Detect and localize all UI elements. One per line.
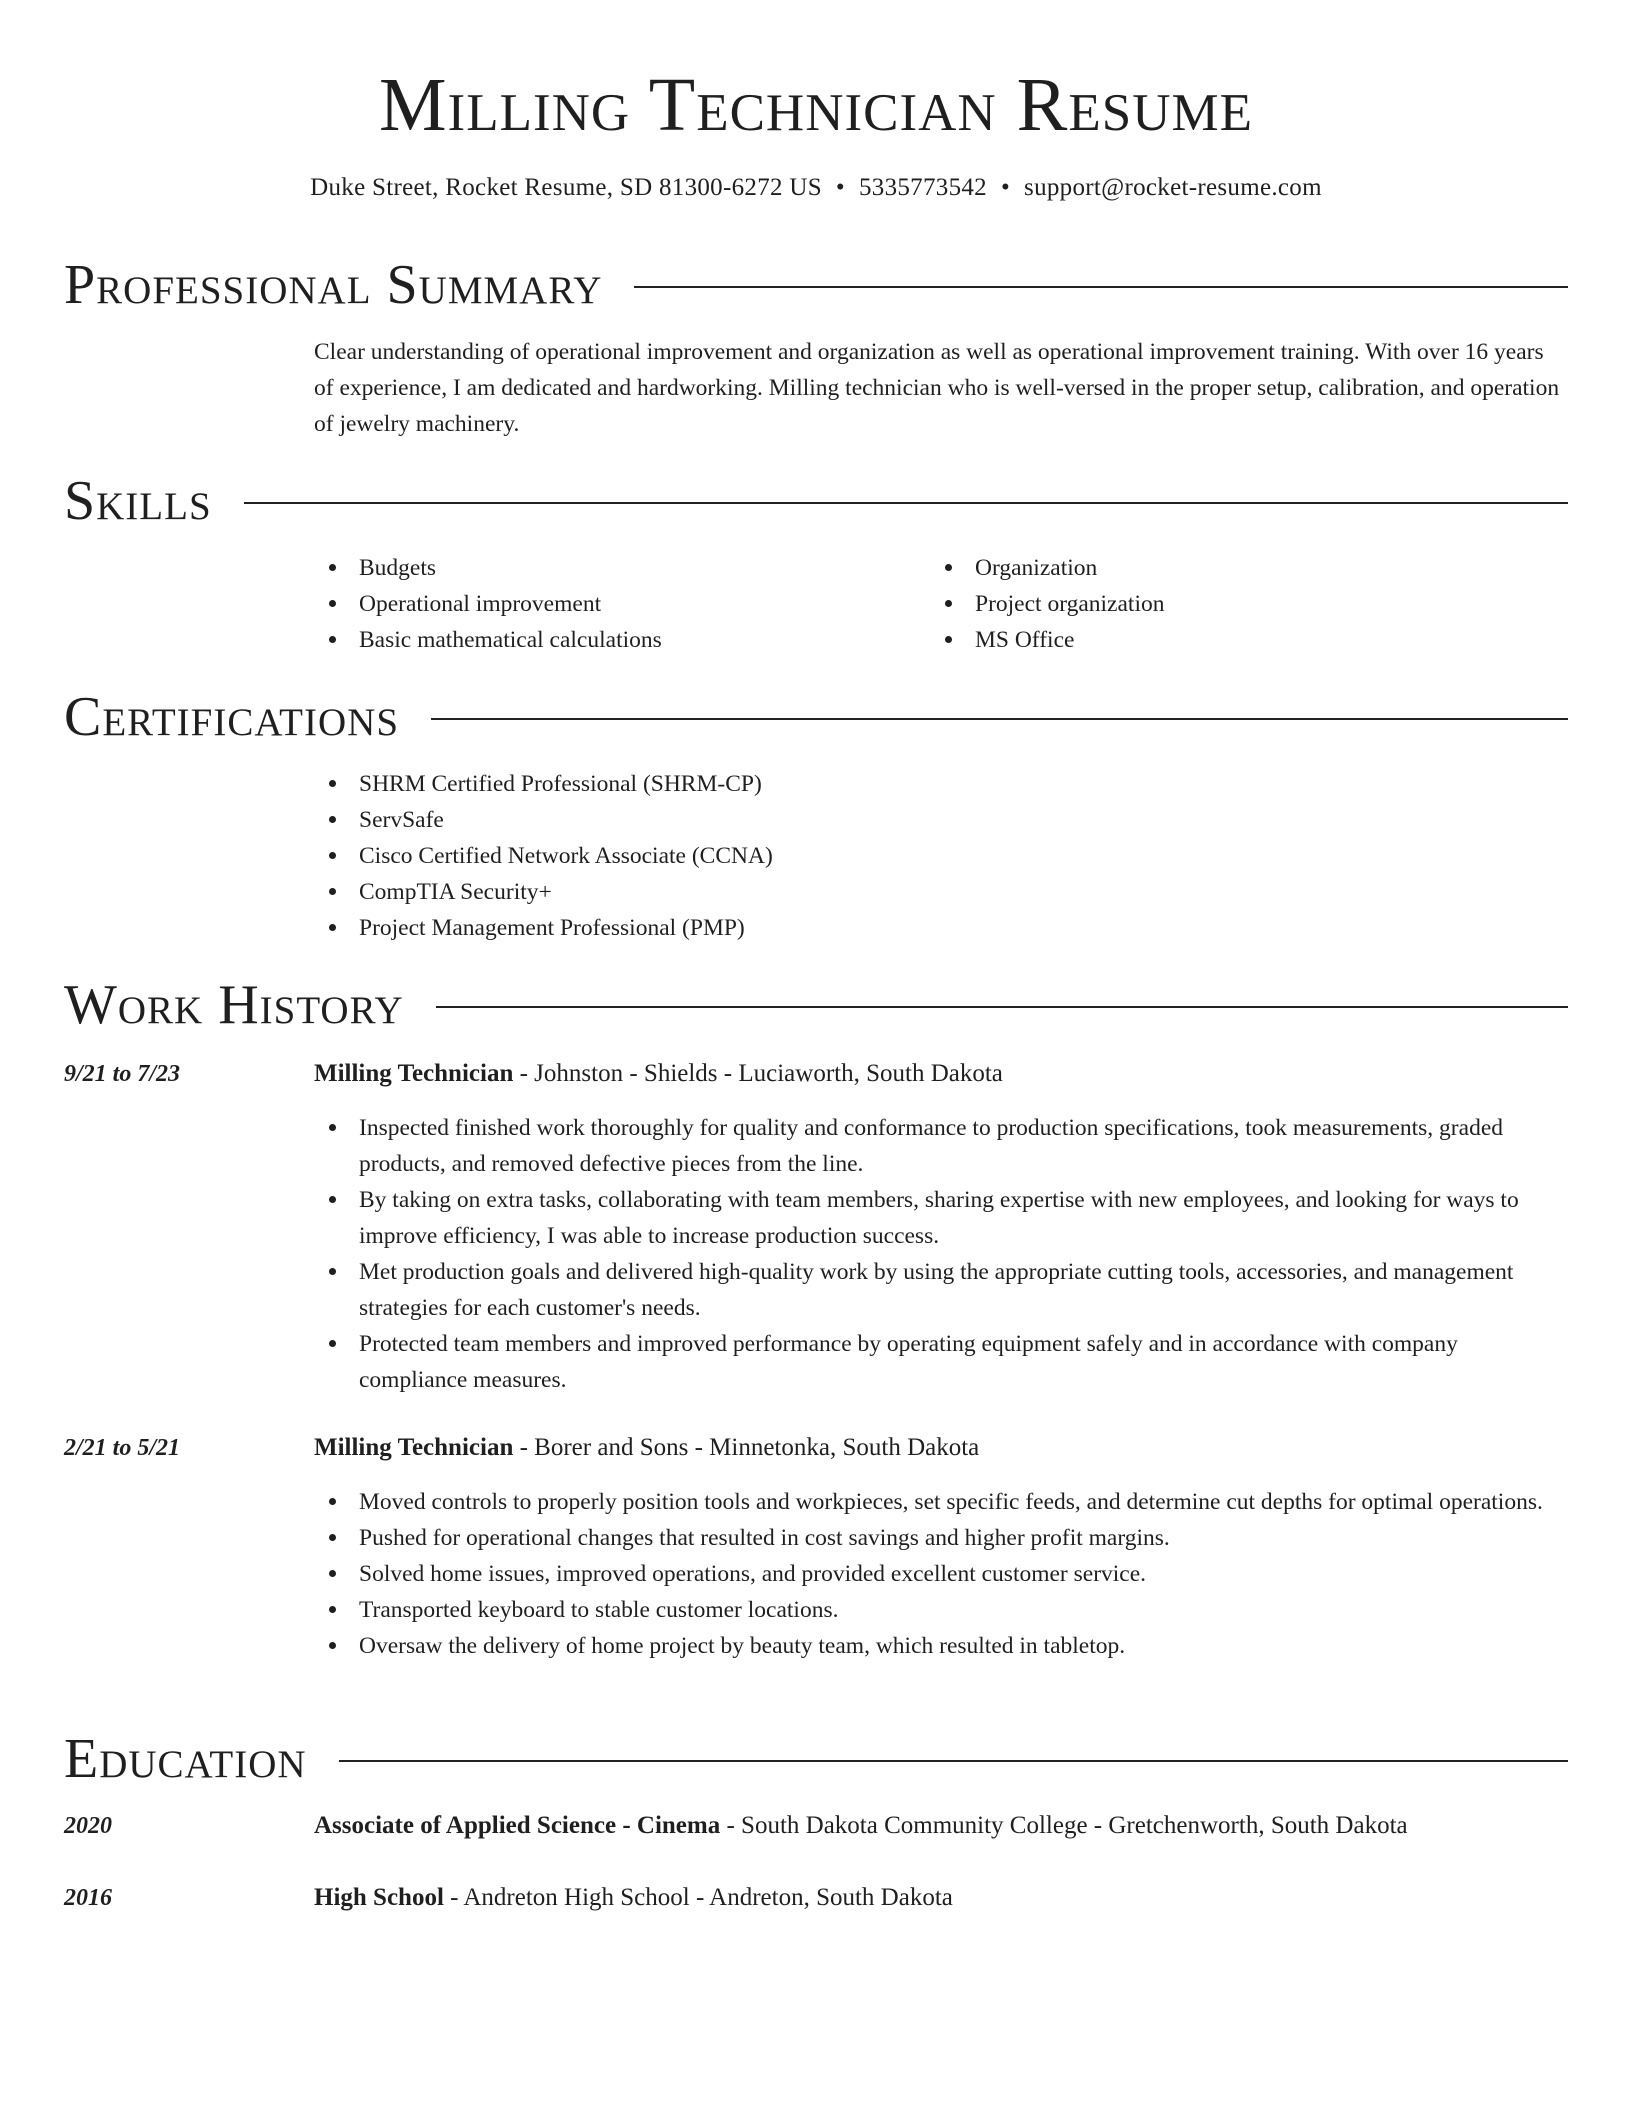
job-bullet: Inspected finished work thoroughly for quality and conformance to production specifications, took measurements, graded products, and removed defective pieces from the line. bbox=[314, 1110, 1568, 1182]
skills-list bbox=[314, 550, 1568, 658]
education-entry bbox=[314, 1880, 1568, 1916]
education-year: 2016 bbox=[64, 1885, 112, 1911]
education-year: 2020 bbox=[64, 1813, 112, 1839]
job-bullet: Moved controls to properly position tools and workpieces, set specific feeds, and determine cut depths for optimal operations. bbox=[314, 1484, 1568, 1520]
job-heading bbox=[314, 1056, 1568, 1092]
contact-email: support@rocket-resume.com bbox=[1024, 174, 1322, 201]
contact-separator: • bbox=[835, 174, 845, 201]
job-bullet: Transported keyboard to stable customer locations. bbox=[314, 1592, 1568, 1628]
certifications-heading: Certifications bbox=[64, 686, 400, 748]
job-bullet: Protected team members and improved performance by operating equipment safely and in accordance with company compliance measures. bbox=[314, 1326, 1568, 1398]
section-divider bbox=[436, 1006, 1568, 1008]
summary-text: Clear understanding of operational improvement and organization as well as operational improvement training. With over 16 years of experience, I am dedicated and hardworking. Milling technician who is well-versed in the proper setup, calibration, and operation of jewelry machinery. bbox=[314, 339, 1560, 437]
skill-item: Operational improvement bbox=[314, 586, 930, 622]
job-dates: 9/21 to 7/23 bbox=[64, 1061, 181, 1087]
section-divider bbox=[431, 718, 1568, 720]
section-divider bbox=[244, 502, 1568, 504]
skill-item: Budgets bbox=[314, 550, 930, 586]
skill-item: Project organization bbox=[930, 586, 1546, 622]
job-title: Milling Technician bbox=[314, 1434, 514, 1461]
section-divider bbox=[634, 286, 1568, 288]
work-heading: Work History bbox=[64, 974, 404, 1036]
education-degree: Associate of Applied Science - Cinema bbox=[314, 1812, 721, 1839]
certifications-list bbox=[314, 766, 1568, 946]
certification-item: SHRM Certified Professional (SHRM-CP) bbox=[314, 766, 1568, 802]
job-bullet: Pushed for operational changes that resulted in cost savings and higher profit margins. bbox=[314, 1520, 1568, 1556]
job-dates: 2/21 to 5/21 bbox=[64, 1435, 181, 1461]
job-bullet: Met production goals and delivered high-quality work by using the appropriate cutting tools, accessories, and management strategies for each customer's needs. bbox=[314, 1254, 1568, 1326]
skills-section-header bbox=[64, 466, 1568, 536]
skill-item: MS Office bbox=[930, 622, 1546, 658]
summary-heading: Professional Summary bbox=[64, 254, 603, 316]
section-divider bbox=[339, 1760, 1568, 1762]
contact-address: Duke Street, Rocket Resume, SD 81300-6272 US bbox=[310, 174, 822, 201]
certification-item: CompTIA Security+ bbox=[314, 874, 1568, 910]
skill-item: Basic mathematical calculations bbox=[314, 622, 930, 658]
certification-item: Project Management Professional (PMP) bbox=[314, 910, 1568, 946]
summary-section-header bbox=[64, 250, 1568, 320]
skills-column-right bbox=[930, 550, 1546, 658]
education-school: - Andreton High School - Andreton, South Dakota bbox=[443, 1884, 953, 1911]
job-employer: - Borer and Sons - Minnetonka, South Dakota bbox=[513, 1434, 980, 1461]
education-heading: Education bbox=[64, 1728, 307, 1790]
job-bullet: By taking on extra tasks, collaborating with team members, sharing expertise with new employees, and looking for ways to improve efficiency, I was able to increase production success. bbox=[314, 1182, 1568, 1254]
contact-phone: 5335773542 bbox=[858, 174, 987, 201]
certification-item: Cisco Certified Network Associate (CCNA) bbox=[314, 838, 1568, 874]
job-bullets bbox=[314, 1110, 1568, 1398]
work-section-header bbox=[64, 970, 1568, 1040]
contact-separator: • bbox=[1000, 174, 1011, 201]
job-heading bbox=[314, 1430, 1568, 1466]
job-bullet: Oversaw the delivery of home project by beauty team, which resulted in tabletop. bbox=[314, 1628, 1568, 1664]
resume-title: Milling Technician Resume bbox=[378, 63, 1253, 147]
skills-heading: Skills bbox=[64, 470, 212, 532]
job-title: Milling Technician bbox=[314, 1060, 514, 1087]
certification-item: ServSafe bbox=[314, 802, 1568, 838]
education-entry bbox=[314, 1808, 1568, 1844]
skill-item: Organization bbox=[930, 550, 1546, 586]
skills-column-left bbox=[314, 550, 930, 658]
contact-line bbox=[0, 172, 1632, 204]
job-bullet: Solved home issues, improved operations, and provided excellent customer service. bbox=[314, 1556, 1568, 1592]
education-degree: High School bbox=[314, 1884, 444, 1911]
certifications-section-header bbox=[64, 682, 1568, 752]
job-bullets bbox=[314, 1484, 1568, 1664]
education-school: - South Dakota Community College - Gretchenworth, South Dakota bbox=[720, 1812, 1408, 1839]
education-section-header bbox=[64, 1724, 1568, 1794]
job-employer: - Johnston - Shields - Luciaworth, South Dakota bbox=[513, 1060, 1003, 1087]
